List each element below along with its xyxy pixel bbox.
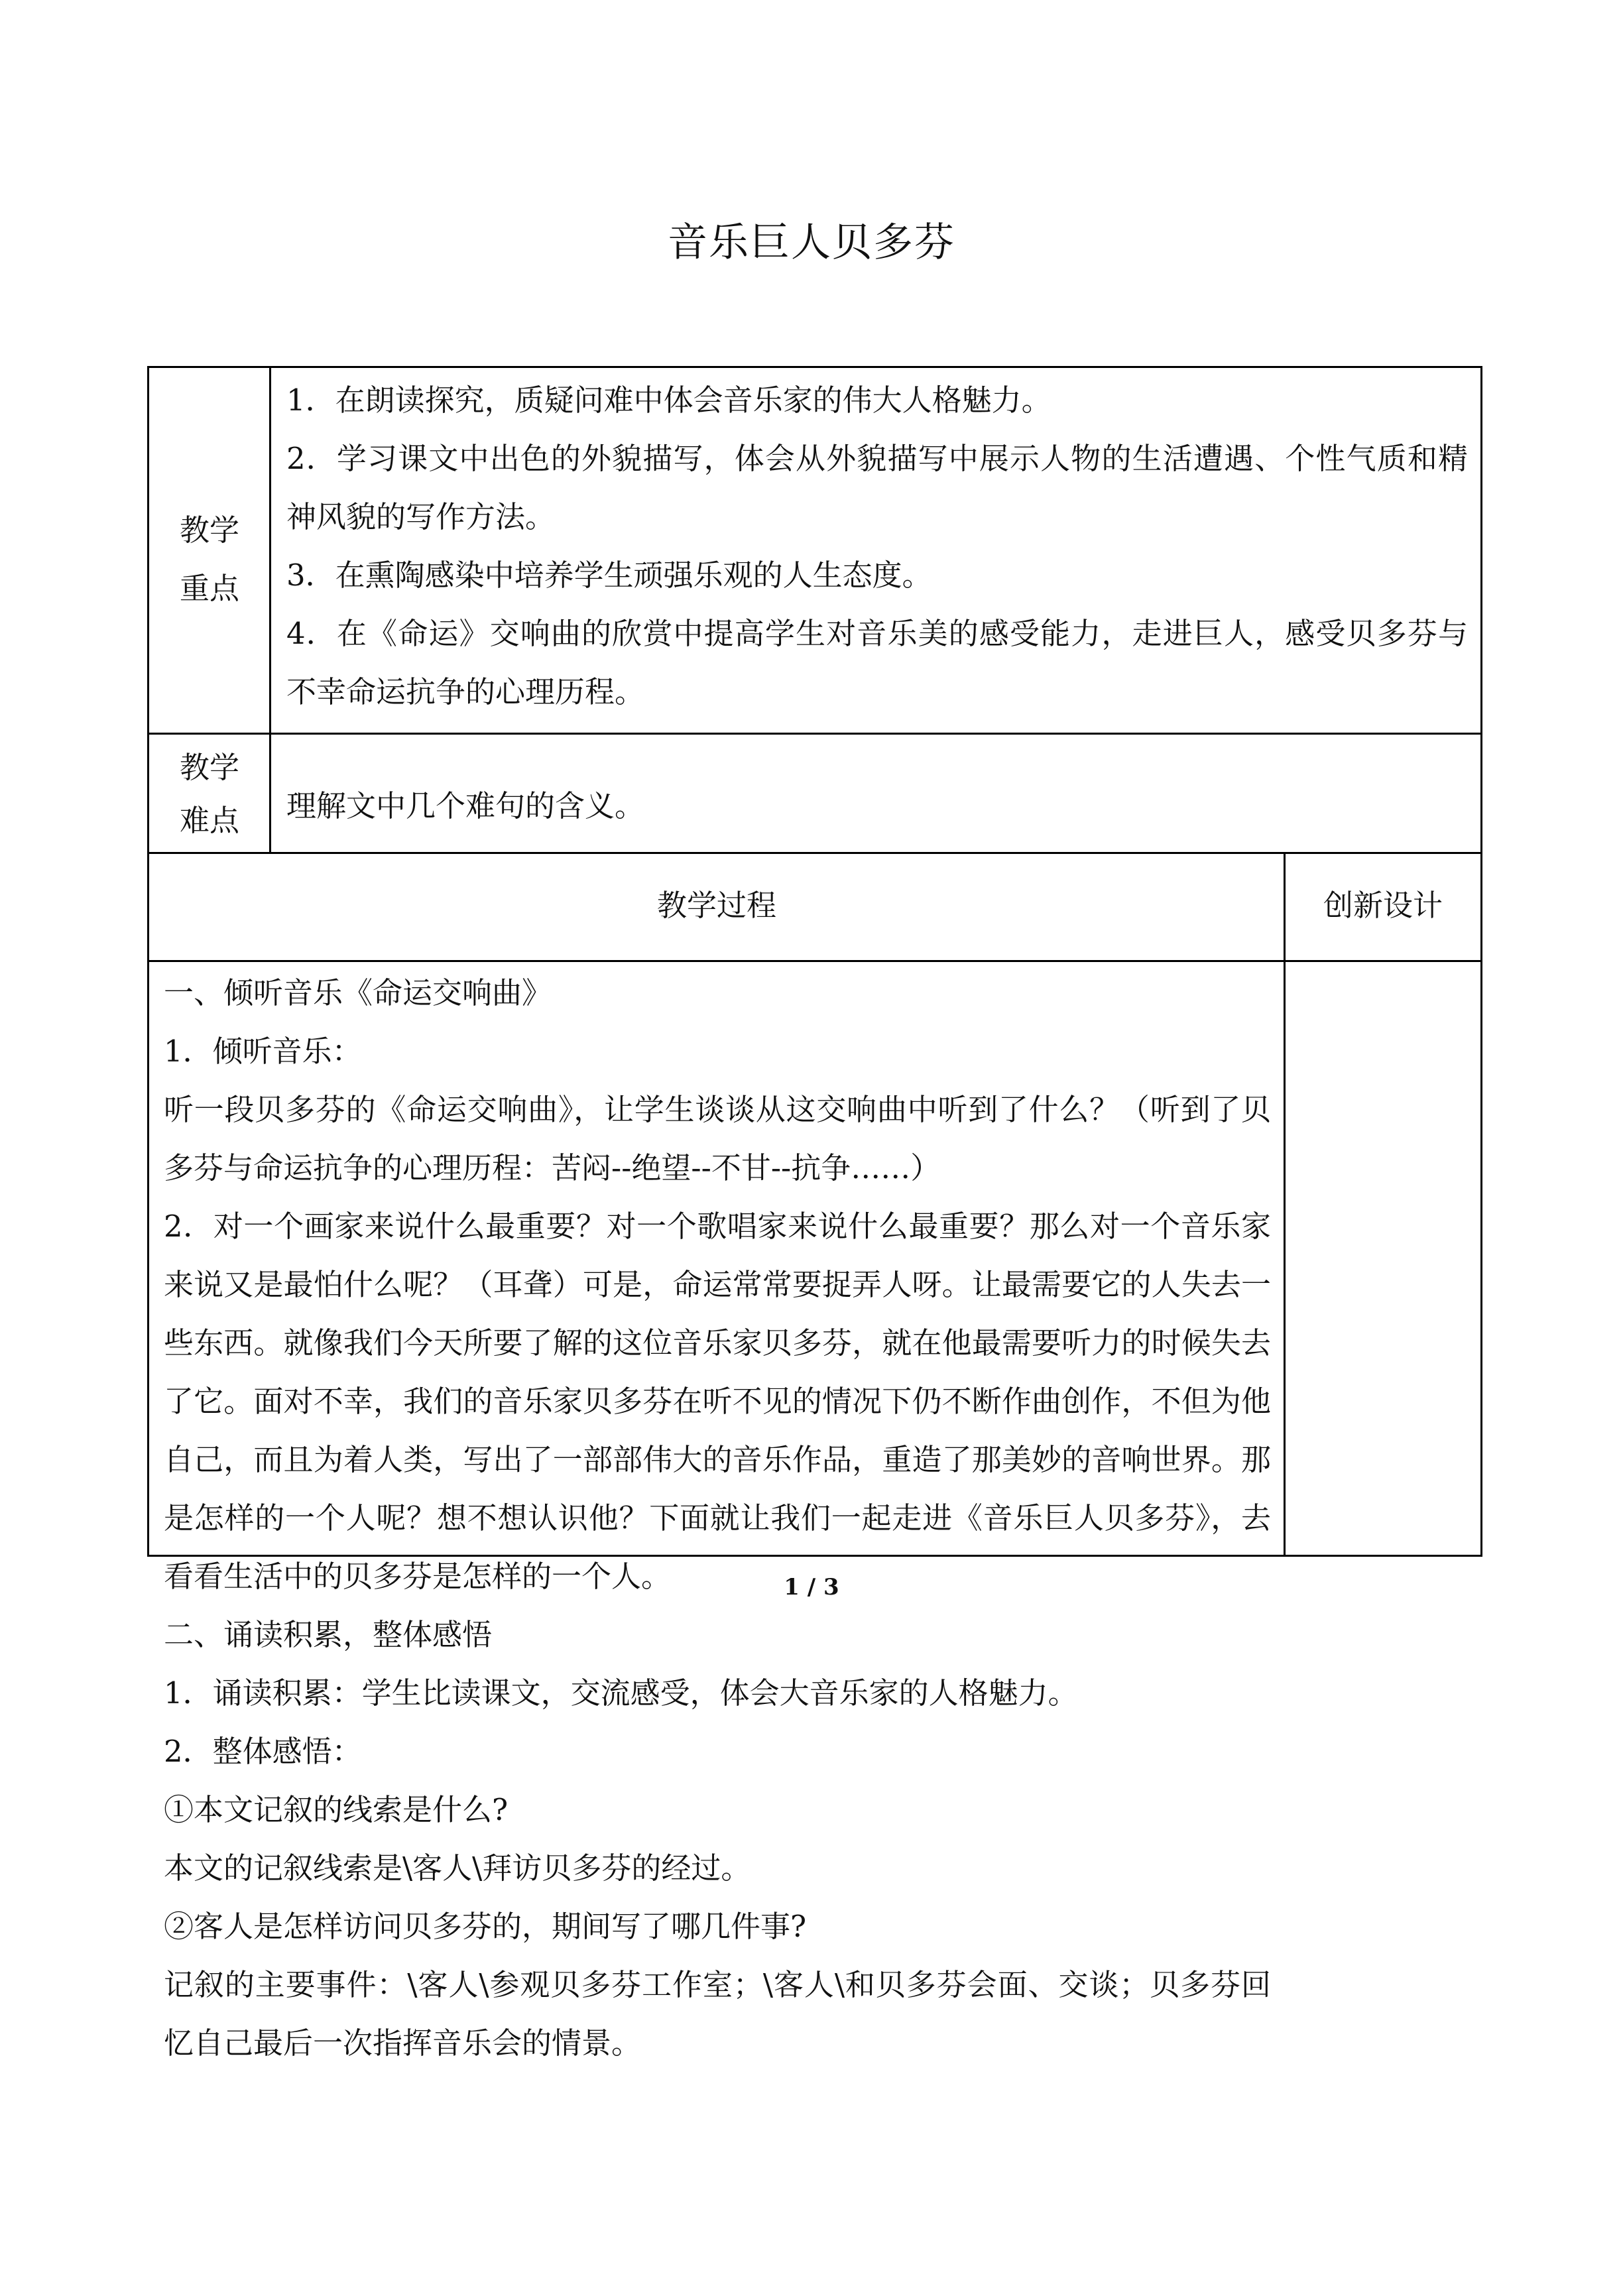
key-points-label-line2: 重点	[179, 571, 239, 606]
process-paragraph: 一、倾听音乐《命运交响曲》	[164, 975, 552, 1010]
process-header: 教学过程	[656, 888, 776, 923]
process-paragraph: 1．倾听音乐：	[164, 1034, 362, 1069]
process-paragraph: 本文的记叙线索是\客人\拜访贝多芬的经过。	[164, 1850, 751, 1886]
process-paragraph: 2．整体感悟：	[164, 1734, 362, 1769]
difficulty-label-line2: 难点	[179, 803, 239, 838]
page-number: 1 / 3	[784, 1574, 839, 1601]
table-border-row2	[147, 852, 1482, 854]
table-border-right	[1480, 366, 1482, 1557]
process-paragraph: 二、诵读积累，整体感悟	[164, 1617, 493, 1652]
table-border-left	[147, 366, 149, 1557]
difficulty-label	[150, 741, 269, 847]
difficulty-content	[286, 777, 1468, 835]
key-points-label-line1: 教学	[179, 513, 239, 548]
key-points-label	[150, 501, 269, 618]
process-paragraph: 记叙的主要事件：\客人\参观贝多芬工作室；\客人\和贝多芬会面、交谈；贝多芬回忆自己最后一次指挥音乐会的情景。	[164, 1967, 1271, 2061]
key-point-item: 2．学习课文中出色的外貌描写，体会从外貌描写中展示人物的生活遭遇、个性气质和精神风貌的写作方法。	[286, 441, 1468, 534]
key-point-item: 4．在《命运》交响曲的欣赏中提高学生对音乐美的感受能力，走进巨人，感受贝多芬与不幸命运抗争的心理历程。	[286, 616, 1468, 709]
key-point-item: 3．在熏陶感染中培养学生顽强乐观的人生态度。	[286, 558, 932, 593]
document-title: 音乐巨人贝多芬	[668, 219, 955, 266]
table-border-row1	[147, 733, 1482, 735]
process-paragraph: 听一段贝多芬的《命运交响曲》，让学生谈谈从这交响曲中听到了什么？（听到了贝多芬与命运抗争的心理历程：苦闷--绝望--不甘--抗争……）	[164, 1092, 1271, 1185]
table-border-top	[147, 366, 1482, 368]
difficulty-label-line1: 教学	[179, 750, 239, 785]
label-column-divider	[269, 366, 271, 854]
innovation-column-divider	[1284, 852, 1286, 1557]
process-paragraph: 2．对一个画家来说什么最重要？对一个歌唱家来说什么最重要？那么对一个音乐家来说又是最怕什么呢？（耳聋）可是，命运常常要捉弄人呀。让最需要它的人失去一些东西。就像我们今天所要了解的这位音乐家贝多芬，就在他最需要听力的时候失去了它。面对不幸，我们的音乐家贝多芬在听不见的情况下仍不断作曲创作，不但为他自己，而且为着人类，写出了一部部伟大的音乐作品，重造了那美妙的音响世界。那是怎样的一个人呢？想不想认识他？下面就让我们一起走进《音乐巨人贝多芬》，去看看生活中的贝多芬是怎样的一个人。	[164, 1209, 1271, 1594]
key-point-item: 1．在朗读探究，质疑问难中体会音乐家的伟大人格魅力。	[286, 383, 1052, 418]
process-paragraph: ①本文记叙的线索是什么?	[164, 1792, 509, 1827]
difficulty-text: 理解文中几个难句的含义。	[286, 788, 645, 823]
innovation-header: 创新设计	[1323, 888, 1443, 923]
key-points-content	[286, 371, 1468, 721]
process-paragraph: ②客人是怎样访问贝多芬的，期间写了哪几件事?	[164, 1909, 807, 1944]
process-content	[164, 964, 1271, 2073]
table-border-row3	[147, 960, 1482, 962]
process-paragraph: 1．诵读积累：学生比读课文，交流感受，体会大音乐家的人格魅力。	[164, 1675, 1078, 1711]
